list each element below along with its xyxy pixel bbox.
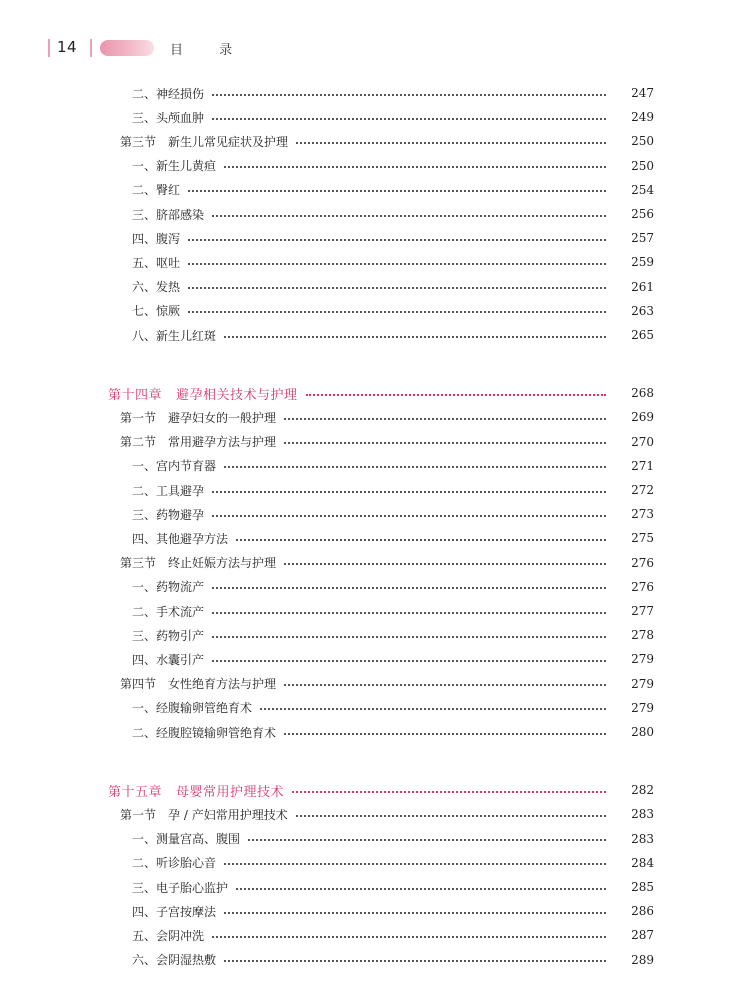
toc-entry-title: 二、经腹腔镜输卵管绝育术 — [132, 725, 277, 740]
toc-page-number: 254 — [631, 182, 654, 197]
page-number: 14 — [57, 38, 78, 56]
dot-leader — [284, 441, 606, 444]
toc-entry-title: 六、发热 — [132, 280, 181, 295]
dot-leader — [212, 117, 606, 120]
toc-section-row — [0, 407, 730, 427]
toc-entry-number: 第四节 — [120, 677, 157, 692]
toc-item-row — [0, 625, 730, 645]
toc-page-number: 250 — [631, 158, 654, 173]
header-decoration-pill — [100, 40, 154, 56]
toc-entry-title: 三、电子胎心监护 — [132, 880, 229, 895]
toc-page-number: 280 — [631, 725, 654, 739]
dot-leader — [212, 586, 606, 589]
toc-section-row — [0, 674, 730, 694]
dot-leader — [306, 393, 606, 396]
toc-entry-number: 第三节 — [120, 134, 157, 149]
toc-entry-number: 第十五章 — [108, 784, 163, 800]
toc-entry-label: 女性绝育方法与护理 — [168, 677, 277, 692]
toc-item-row — [0, 456, 730, 476]
toc-section-row — [0, 131, 730, 151]
toc-entry-title: 二、工具避孕 — [132, 483, 205, 498]
toc-entry-label: 母婴常用护理技术 — [176, 784, 285, 800]
dot-leader — [236, 538, 606, 541]
toc-item-row — [0, 950, 730, 970]
toc-page-number: 279 — [631, 676, 654, 691]
toc-page-number: 283 — [631, 831, 654, 846]
toc-page-number: 247 — [631, 86, 654, 100]
dot-leader — [284, 417, 606, 420]
toc-entry-label: 终止妊娠方法与护理 — [168, 556, 277, 571]
toc-entry-title: 三、脐部感染 — [132, 207, 205, 222]
toc-item-row — [0, 722, 730, 742]
toc-entry-number: 第一节 — [120, 807, 157, 822]
toc-section-row — [0, 432, 730, 452]
toc-item-row — [0, 853, 730, 873]
dot-leader — [224, 959, 606, 962]
dot-leader — [284, 562, 606, 565]
toc-item-row — [0, 180, 730, 200]
toc-entry-title: 五、呕吐 — [132, 255, 181, 270]
toc-entry-title: 二、臀红 — [132, 183, 181, 198]
toc-item-row — [0, 107, 730, 127]
toc-entry-number: 第一节 — [120, 410, 157, 425]
toc-page-number: 261 — [631, 279, 654, 294]
toc-entry-title: 七、惊厥 — [132, 304, 181, 319]
toc-entry-title — [120, 133, 288, 150]
toc-item-row — [0, 925, 730, 945]
toc-entry-title — [120, 409, 276, 426]
dot-leader — [212, 935, 606, 938]
running-header — [0, 36, 730, 62]
toc-chapter-row — [0, 383, 730, 403]
toc-item-row — [0, 577, 730, 597]
toc-page-number: 272 — [631, 483, 654, 497]
toc-entry-title: 三、药物避孕 — [132, 507, 205, 522]
toc-entry-title — [108, 384, 298, 403]
toc-page-number: 273 — [631, 507, 654, 522]
toc-page-number: 256 — [631, 207, 654, 221]
dot-leader — [188, 238, 606, 241]
toc-item-row — [0, 228, 730, 248]
toc-page-number: 286 — [631, 904, 654, 919]
toc-entry-label: 避孕相关技术与护理 — [176, 387, 298, 403]
toc-item-row — [0, 601, 730, 621]
toc-page-number: 279 — [631, 652, 654, 667]
dot-leader — [212, 214, 606, 217]
header-title: 目 录 — [170, 43, 249, 58]
dot-leader — [296, 141, 606, 144]
toc-entry-title: 三、药物引产 — [132, 628, 205, 643]
toc-page-number: 278 — [631, 628, 654, 643]
dot-leader — [284, 683, 606, 686]
toc-entry-title: 四、水囊引产 — [132, 652, 205, 667]
dot-leader — [212, 611, 606, 614]
dot-leader — [224, 862, 606, 865]
toc-entry-title: 二、手术流产 — [132, 604, 205, 619]
toc-entry-title: 一、宫内节育器 — [132, 459, 217, 474]
toc-entry-number: 第二节 — [120, 435, 157, 450]
toc-entry-title: 八、新生儿红斑 — [132, 328, 217, 343]
toc-entry-title — [120, 675, 276, 692]
toc-item-row — [0, 156, 730, 176]
dot-leader — [224, 911, 606, 914]
toc-page-number: 285 — [631, 880, 654, 894]
dot-leader — [188, 262, 606, 265]
toc-item-row — [0, 877, 730, 897]
toc-entry-title: 一、测量宫高、腹围 — [132, 832, 241, 847]
toc-page-number: 249 — [631, 110, 654, 125]
toc-page-number: 284 — [631, 855, 654, 870]
toc-page-number: 275 — [631, 531, 654, 546]
toc-entry-title: 三、头颅血肿 — [132, 110, 205, 125]
toc-page-number: 287 — [631, 928, 654, 943]
toc-entry-title: 二、听诊胎心音 — [132, 856, 217, 871]
dot-leader — [260, 707, 606, 710]
toc-item-row — [0, 252, 730, 272]
toc-item-row — [0, 480, 730, 500]
toc-page-number: 265 — [631, 328, 654, 342]
toc-item-row — [0, 301, 730, 321]
toc-entry-title: 一、新生儿黄疸 — [132, 159, 217, 174]
toc-item-row — [0, 504, 730, 524]
dot-leader — [188, 286, 606, 289]
toc-page-number: 263 — [631, 303, 654, 318]
toc-page-number: 276 — [631, 579, 654, 594]
toc-item-row — [0, 698, 730, 718]
toc-entry-title: 一、经腹输卵管绝育术 — [132, 701, 253, 716]
dot-leader — [248, 838, 606, 841]
toc-page-number: 282 — [631, 783, 654, 798]
toc-item-row — [0, 528, 730, 548]
toc-entry-title: 四、腹泻 — [132, 231, 181, 246]
dot-leader — [212, 514, 606, 517]
toc-page-number: 270 — [631, 434, 654, 449]
dot-leader — [224, 165, 606, 168]
toc-entry-label: 新生儿常见症状及护理 — [168, 134, 289, 149]
dot-leader — [188, 310, 606, 313]
toc-entry-title: 一、药物流产 — [132, 580, 205, 595]
toc-page-number: 289 — [631, 952, 654, 967]
toc-page-number: 271 — [631, 458, 654, 473]
toc-entry-title: 五、会阴冲洗 — [132, 928, 205, 943]
dot-leader — [296, 814, 606, 817]
toc-chapter-row — [0, 780, 730, 800]
toc-page-number: 276 — [631, 555, 654, 570]
toc-entry-title — [120, 433, 276, 450]
toc-item-row — [0, 901, 730, 921]
dot-leader — [292, 790, 606, 793]
dot-leader — [224, 465, 606, 468]
toc-entry-title: 六、会阴湿热敷 — [132, 953, 217, 968]
toc-item-row — [0, 83, 730, 103]
toc-entry-number: 第十四章 — [108, 387, 163, 403]
header-divider-bar — [90, 39, 92, 57]
toc-page-number: 279 — [631, 700, 654, 715]
toc-page-number: 277 — [631, 604, 654, 618]
toc-entry-title: 四、子宫按摩法 — [132, 904, 217, 919]
toc-section-row — [0, 804, 730, 824]
dot-leader — [212, 635, 606, 638]
dot-leader — [212, 490, 606, 493]
toc-item-row — [0, 829, 730, 849]
toc-item-row — [0, 325, 730, 345]
dot-leader — [236, 887, 606, 890]
toc-page-number: 268 — [631, 386, 654, 401]
toc-item-row — [0, 649, 730, 669]
toc-entry-title — [120, 806, 288, 823]
toc-entry-label: 避孕妇女的一般护理 — [168, 410, 277, 425]
toc-page-number: 257 — [631, 231, 654, 246]
toc-entry-title — [120, 554, 276, 571]
toc-entry-label: 常用避孕方法与护理 — [168, 435, 277, 450]
toc-section-row — [0, 553, 730, 573]
dot-leader — [188, 189, 606, 192]
toc-page-number: 283 — [631, 807, 654, 822]
toc-page-number: 250 — [631, 134, 654, 149]
dot-leader — [212, 93, 606, 96]
toc-entry-number: 第三节 — [120, 556, 157, 571]
dot-leader — [212, 659, 606, 662]
toc-entry-label: 孕 / 产妇常用护理技术 — [168, 807, 288, 822]
toc-entry-title: 四、其他避孕方法 — [132, 531, 229, 546]
toc-page-number: 259 — [631, 255, 654, 270]
dot-leader — [224, 335, 606, 338]
dot-leader — [284, 732, 606, 735]
toc-item-row — [0, 204, 730, 224]
header-left-bar — [48, 39, 50, 57]
toc-entry-title: 二、神经损伤 — [132, 86, 205, 101]
toc-page-number: 269 — [631, 410, 654, 425]
toc-item-row — [0, 277, 730, 297]
toc-entry-title — [108, 781, 284, 800]
